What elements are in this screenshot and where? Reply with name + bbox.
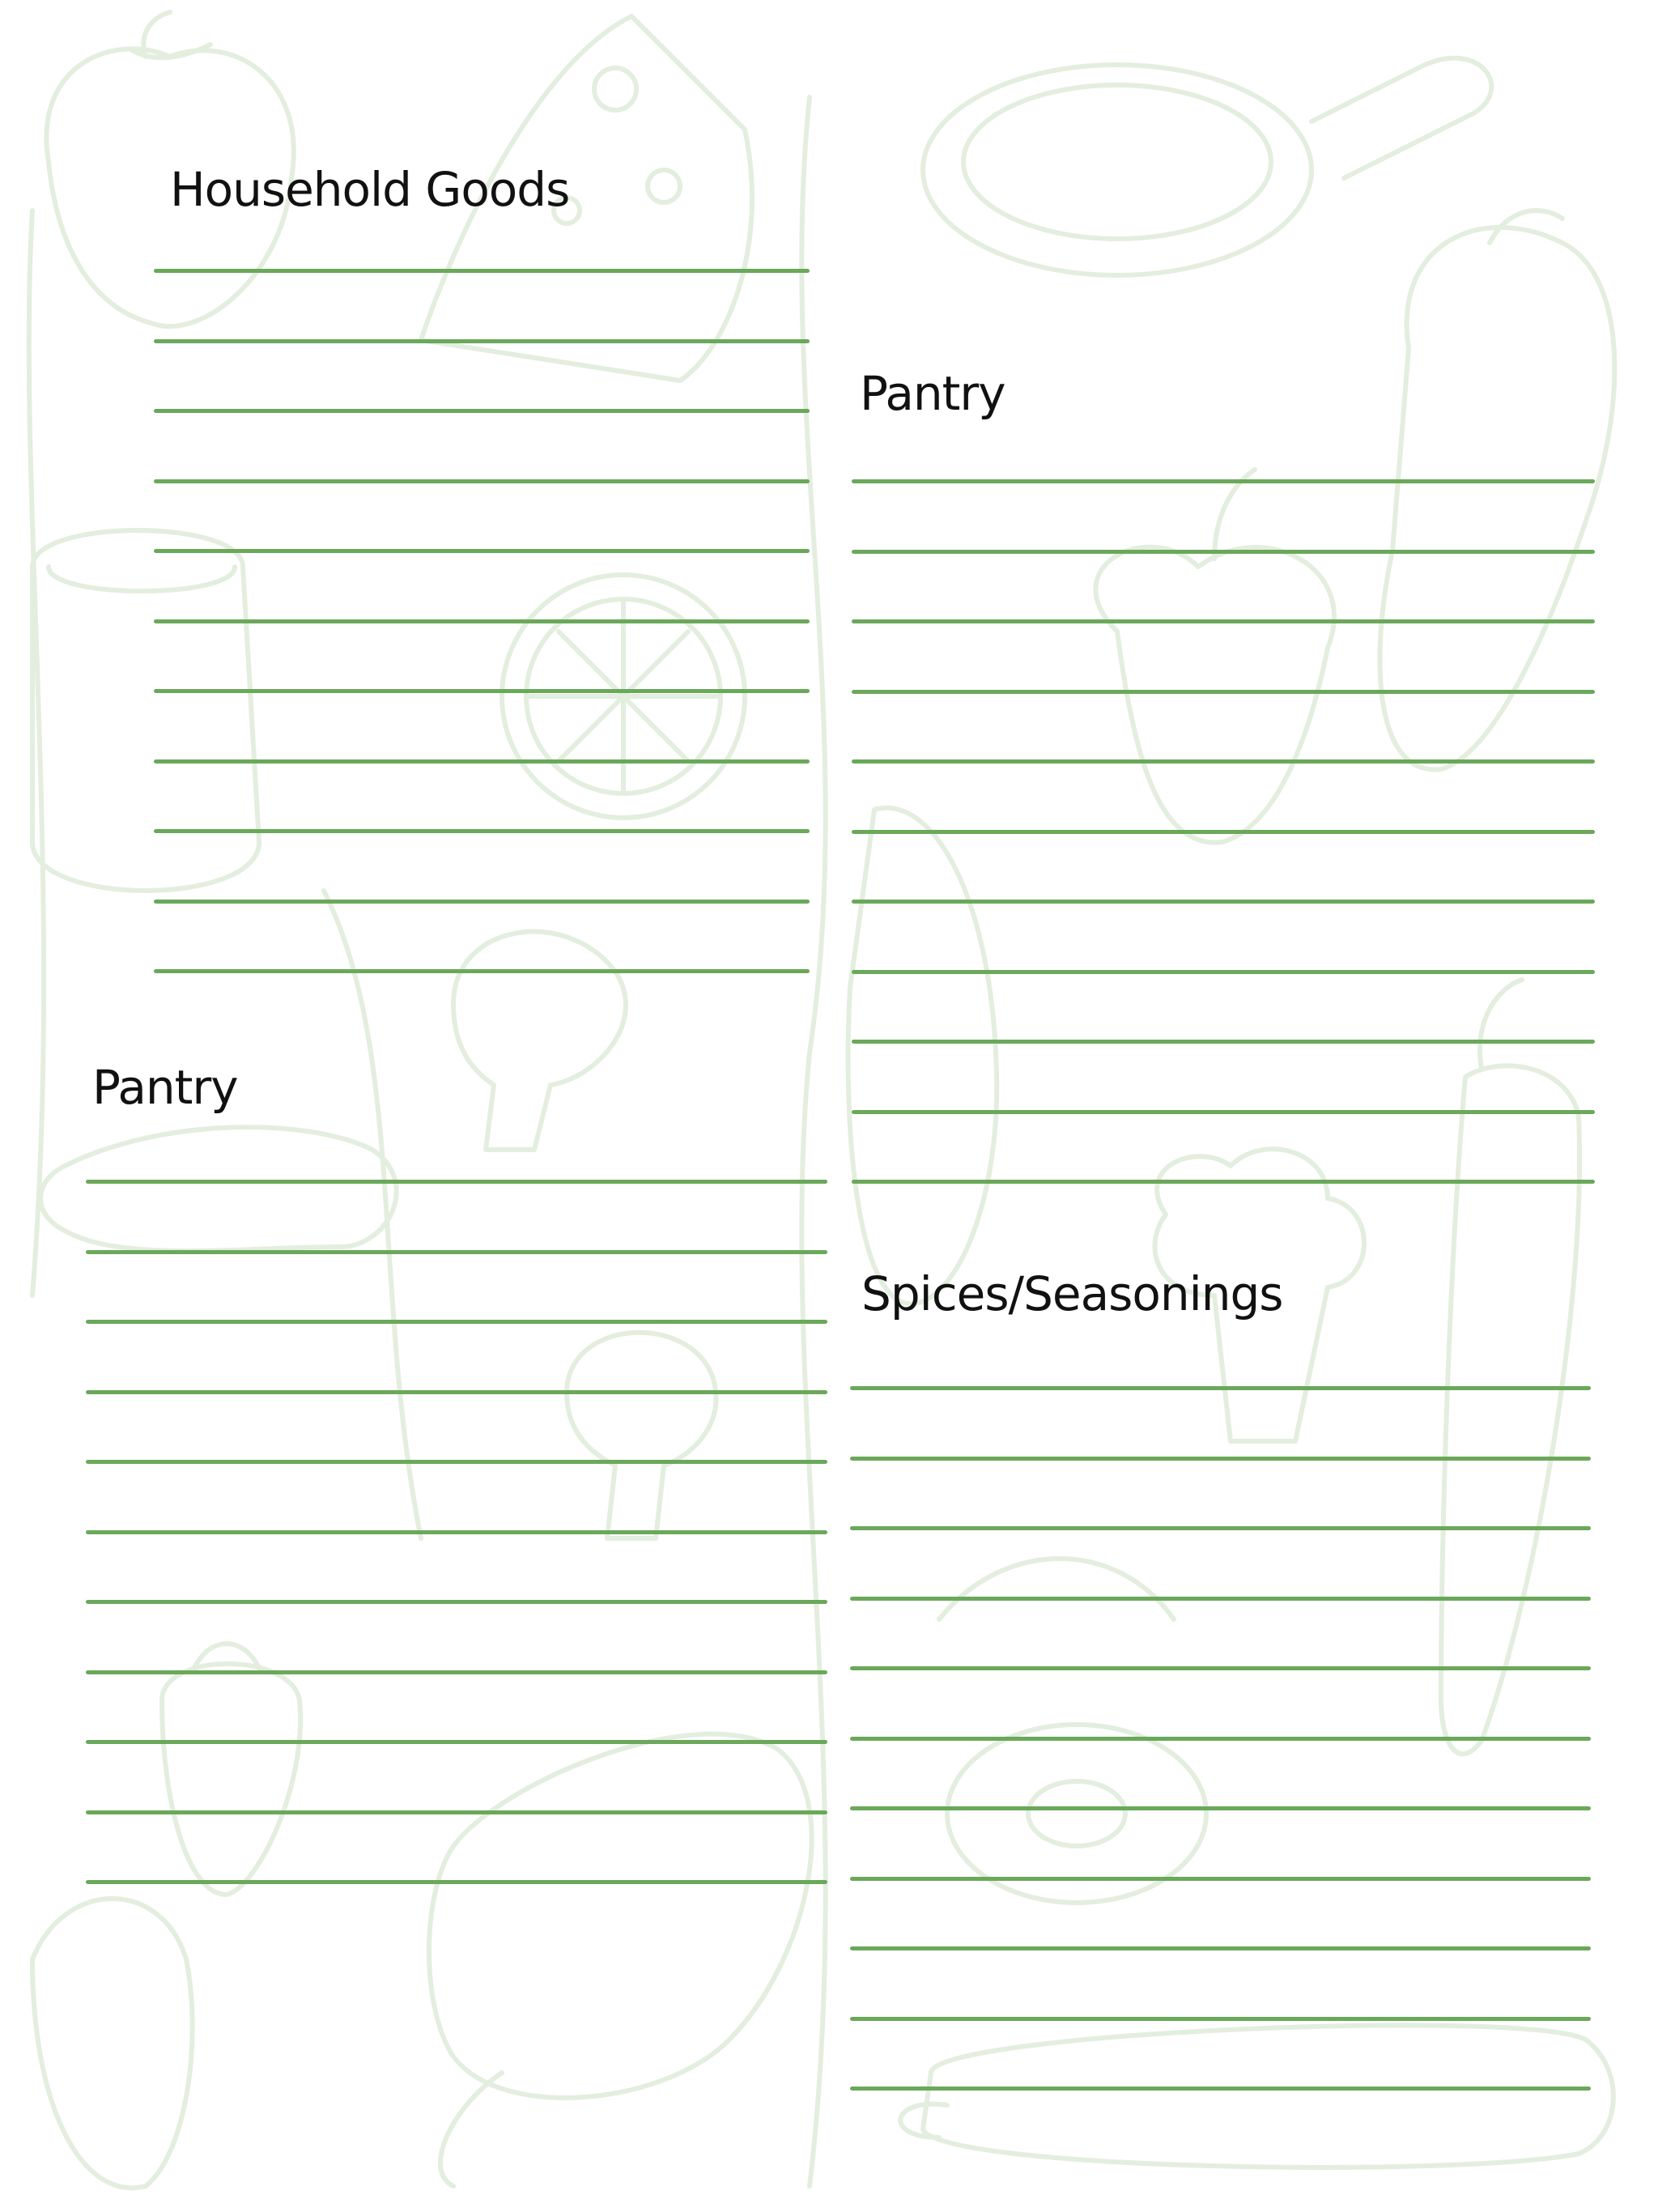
writing-line: [850, 1737, 1591, 1741]
writing-line: [86, 1810, 827, 1814]
writing-line: [154, 900, 810, 904]
writing-line: [86, 1740, 827, 1744]
writing-line: [154, 479, 810, 483]
writing-line: [86, 1390, 827, 1394]
writing-line: [852, 550, 1595, 554]
writing-line: [850, 1597, 1591, 1601]
writing-line: [850, 1526, 1591, 1530]
writing-line: [86, 1320, 827, 1324]
writing-line: [86, 1460, 827, 1464]
writing-line: [852, 619, 1595, 623]
section-title-household-goods: Household Goods: [170, 162, 570, 217]
writing-line: [86, 1180, 827, 1184]
writing-line: [850, 1877, 1591, 1881]
writing-line: [850, 2087, 1591, 2091]
writing-line: [852, 1040, 1595, 1044]
section-title-pantry-right: Pantry: [860, 366, 1005, 421]
writing-line: [86, 1670, 827, 1674]
section-title-spices-seasonings: Spices/Seasonings: [861, 1266, 1283, 1321]
writing-line: [852, 1180, 1595, 1184]
writing-line: [86, 1600, 827, 1604]
writing-line: [852, 690, 1595, 694]
writing-line: [154, 619, 810, 623]
writing-line: [154, 269, 810, 273]
writing-line: [154, 409, 810, 413]
writing-line: [852, 479, 1595, 483]
writing-line: [850, 1457, 1591, 1461]
writing-line: [852, 759, 1595, 764]
writing-line: [154, 969, 810, 973]
section-title-pantry-left: Pantry: [92, 1060, 238, 1115]
writing-line: [154, 759, 810, 764]
writing-line: [86, 1880, 827, 1884]
writing-line: [850, 2017, 1591, 2021]
writing-line: [850, 1386, 1591, 1390]
writing-line: [852, 1110, 1595, 1114]
writing-line: [154, 549, 810, 553]
writing-line: [86, 1530, 827, 1534]
writing-line: [852, 970, 1595, 974]
writing-line: [154, 829, 810, 833]
writing-line: [852, 830, 1595, 834]
writing-line: [852, 900, 1595, 904]
writing-line: [86, 1250, 827, 1254]
writing-line: [154, 689, 810, 693]
writing-line: [850, 1806, 1591, 1810]
writing-line: [850, 1946, 1591, 1950]
writing-line: [154, 339, 810, 343]
writing-line: [850, 1666, 1591, 1670]
